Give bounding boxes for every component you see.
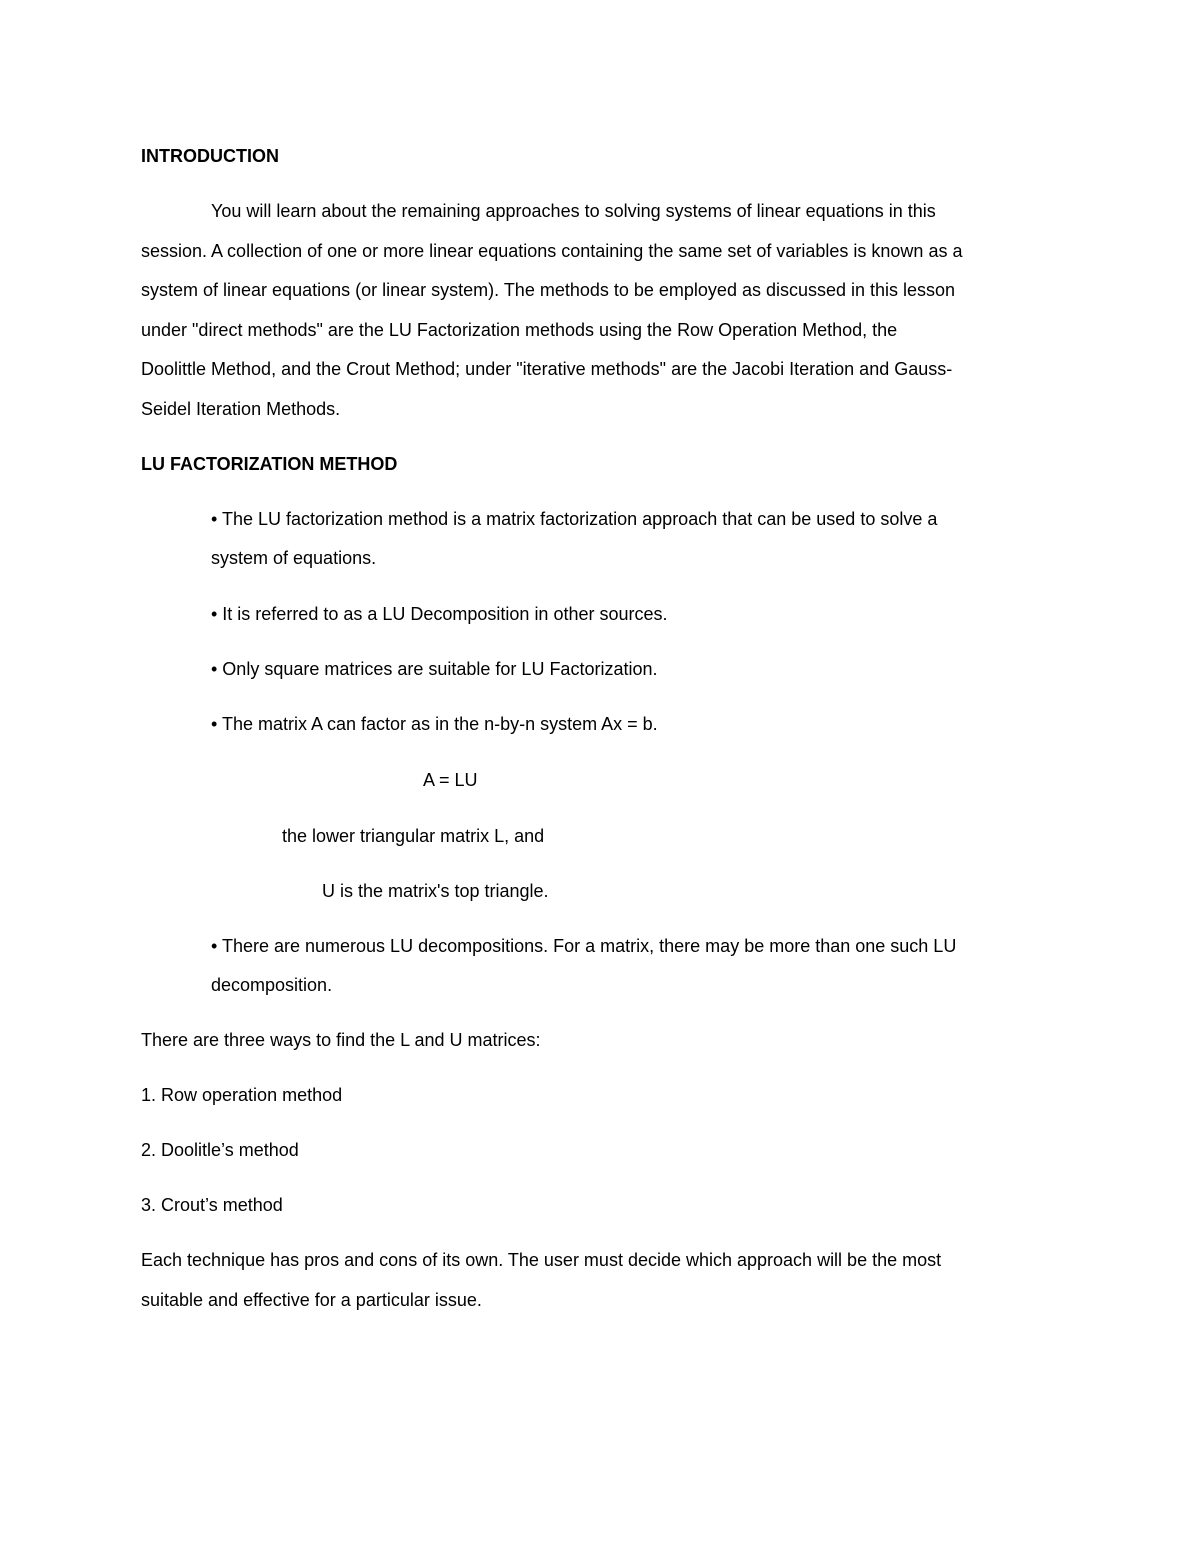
method-item: 2. Doolitle’s method [141,1140,299,1160]
equation: A = LU [423,770,478,790]
bullet-item: • It is referred to as a LU Decomposition in other sources. [211,604,668,624]
upper-matrix-note: U is the matrix's top triangle. [322,881,549,901]
bullet-item: • The matrix A can factor as in the n-by-n system Ax = b. [211,714,658,734]
paragraph-line: Seidel Iteration Methods. [141,399,341,419]
bullet-item-continuation: system of equations. [211,548,377,568]
bullet-item: • The LU factorization method is a matrix factorization approach that can be used to solve a [211,509,938,529]
paragraph-line: under "direct methods" are the LU Factorization methods using the Row Operation Method, the [141,320,898,340]
paragraph-line: You will learn about the remaining approaches to solving systems of linear equations in this [211,201,936,221]
paragraph-line: suitable and effective for a particular issue. [141,1290,482,1310]
method-item: 3. Crout’s method [141,1195,283,1215]
introduction-heading: INTRODUCTION [141,146,279,166]
paragraph-line: Each technique has pros and cons of its own. The user must decide which approach will be the most [141,1250,942,1270]
bullet-item: • Only square matrices are suitable for LU Factorization. [211,659,658,679]
bullet-item-continuation: decomposition. [211,975,333,995]
method-item: 1. Row operation method [141,1085,343,1105]
bullet-item: • There are numerous LU decompositions. For a matrix, there may be more than one such LU [211,936,957,956]
paragraph-line: system of linear equations (or linear system). The methods to be employed as discussed in this lesson [141,280,956,300]
paragraph-line: Doolittle Method, and the Crout Method; under "iterative methods" are the Jacobi Iteration and Gauss- [141,359,953,379]
three-ways-sentence: There are three ways to find the L and U matrices: [141,1030,541,1050]
lu-factorization-heading: LU FACTORIZATION METHOD [141,454,398,474]
lower-matrix-note: the lower triangular matrix L, and [282,826,545,846]
paragraph-line: session. A collection of one or more linear equations containing the same set of variables is known as a [141,241,963,261]
